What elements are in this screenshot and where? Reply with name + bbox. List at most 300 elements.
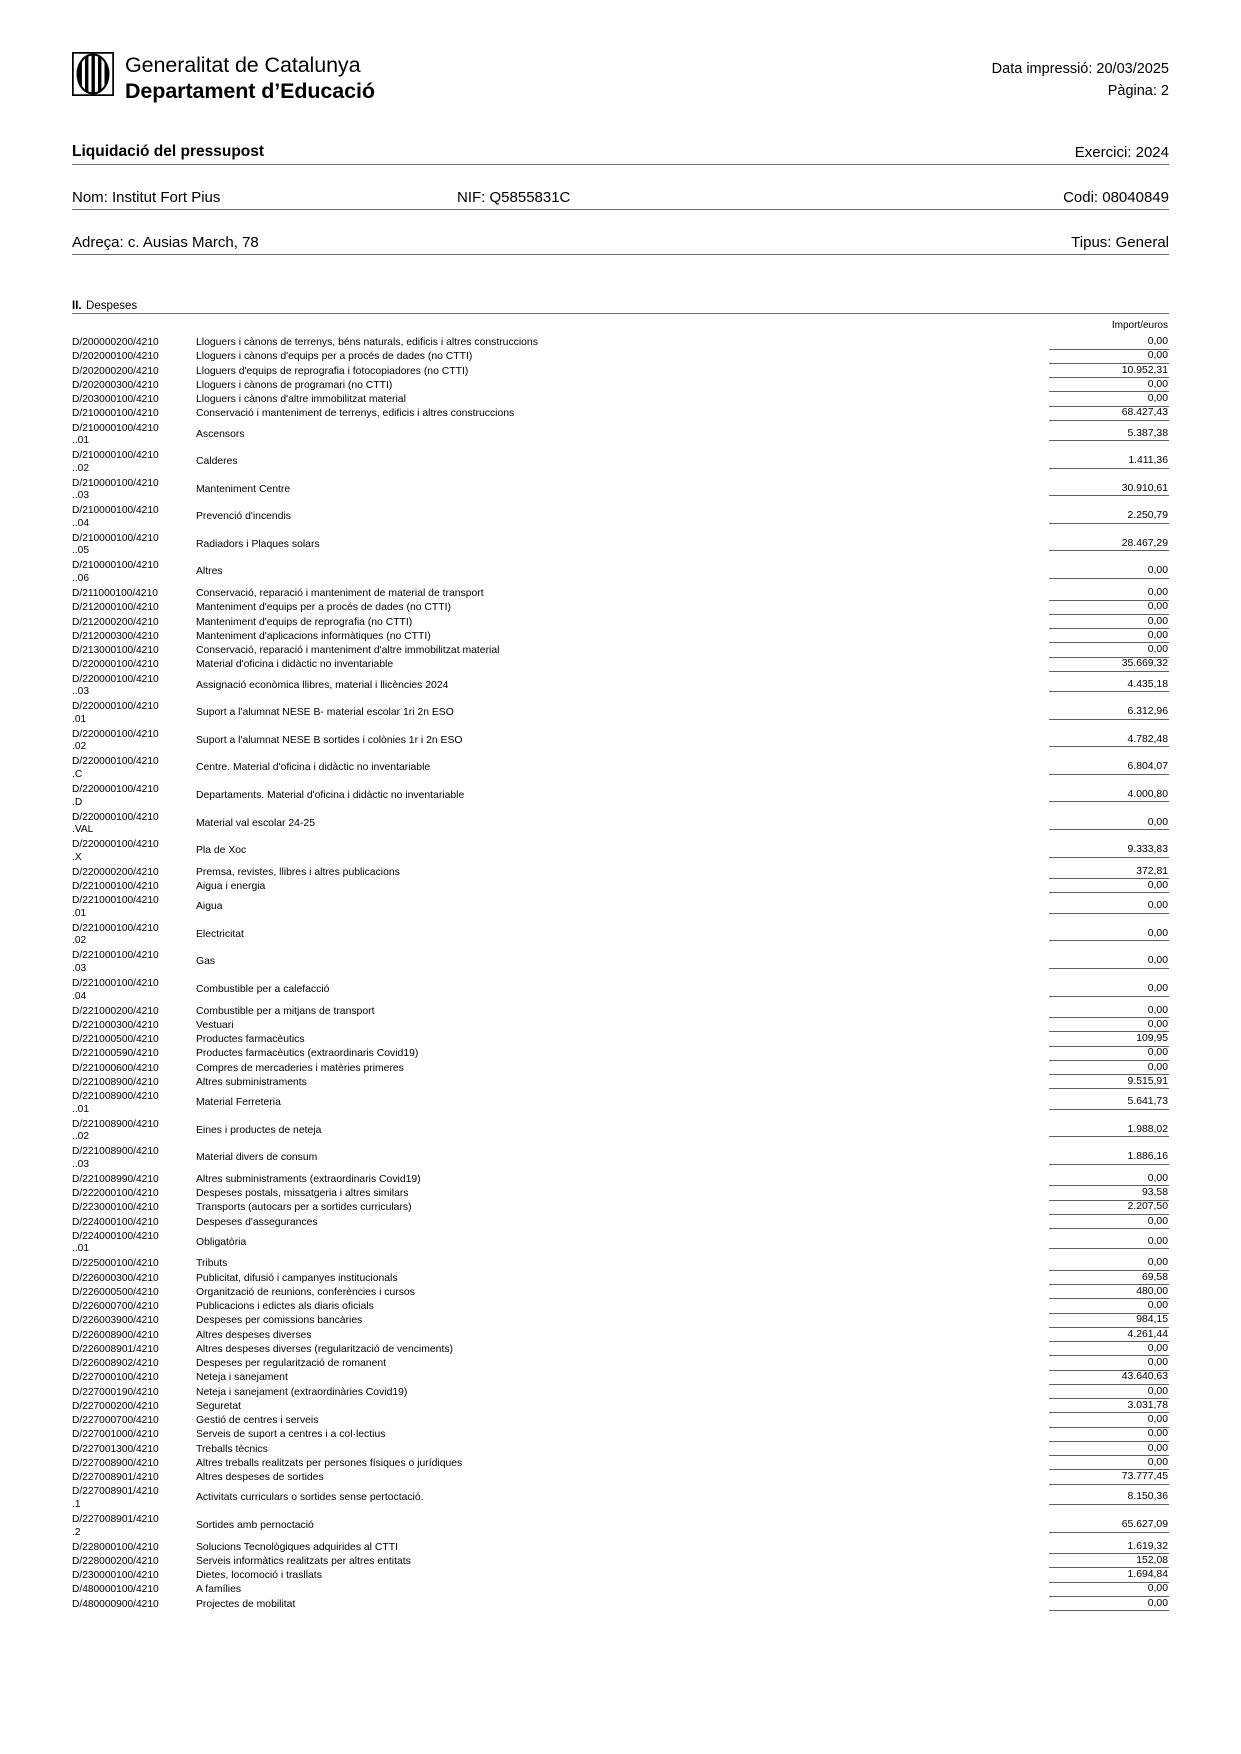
row-amount-cell bbox=[1049, 1173, 1169, 1187]
table-row bbox=[72, 477, 1169, 505]
table-row bbox=[72, 658, 1169, 672]
row-amount-rule bbox=[1049, 691, 1169, 692]
row-amount: 8.150,36 bbox=[1127, 1491, 1168, 1503]
row-code: D/221008900/4210 bbox=[72, 1076, 159, 1088]
row-amount: 9.515,91 bbox=[1127, 1075, 1168, 1087]
row-amount: 65.627,09 bbox=[1121, 1519, 1168, 1531]
table-row bbox=[72, 866, 1169, 880]
table-row bbox=[72, 587, 1169, 601]
row-amount-cell bbox=[1049, 1019, 1169, 1033]
row-subcode: .01 bbox=[72, 907, 87, 919]
row-description: Altres subministraments bbox=[196, 1076, 307, 1088]
table-row bbox=[72, 504, 1169, 532]
row-amount-cell bbox=[1049, 844, 1169, 858]
row-subcode: .1 bbox=[72, 1499, 81, 1511]
row-amount: 152,08 bbox=[1136, 1554, 1168, 1566]
row-subcode: ..02 bbox=[72, 1131, 89, 1143]
row-description: Gestió de centres i serveis bbox=[196, 1415, 319, 1427]
table-row bbox=[72, 1555, 1169, 1569]
row-description: Lloguers i cànons de terrenys, béns naturals, edificis i altres construccions bbox=[196, 337, 538, 348]
row-code: D/220000100/4210 bbox=[72, 659, 159, 671]
row-amount: 35.669,32 bbox=[1121, 658, 1168, 670]
row-amount-cell bbox=[1049, 428, 1169, 442]
row-description: Publicacions i edictes als diaris oficials bbox=[196, 1301, 374, 1313]
row-description: Premsa, revistes, llibres i altres publicacions bbox=[196, 866, 400, 878]
row-code: D/223000100/4210 bbox=[72, 1202, 159, 1214]
row-code: D/210000100/4210 bbox=[72, 450, 159, 462]
row-amount: 109,95 bbox=[1136, 1033, 1168, 1045]
row-amount: 0,00 bbox=[1147, 900, 1168, 912]
table-row bbox=[72, 532, 1169, 560]
row-description: Material val escolar 24-25 bbox=[196, 817, 315, 829]
row-amount-cell bbox=[1049, 1096, 1169, 1110]
table-row bbox=[72, 1230, 1169, 1258]
table-row bbox=[72, 1019, 1169, 1033]
row-amount-cell bbox=[1049, 630, 1169, 644]
table-row bbox=[72, 1457, 1169, 1471]
table-row bbox=[72, 1471, 1169, 1485]
row-amount-cell bbox=[1049, 1047, 1169, 1061]
row-amount-cell bbox=[1049, 1216, 1169, 1230]
row-amount: 1.886,16 bbox=[1127, 1151, 1168, 1163]
row-amount-cell bbox=[1049, 601, 1169, 615]
row-description: Combustible per a mitjans de transport bbox=[196, 1005, 375, 1017]
row-amount-cell bbox=[1049, 1286, 1169, 1300]
row-amount: 5.641,73 bbox=[1127, 1096, 1168, 1108]
table-row bbox=[72, 1386, 1169, 1400]
table-row bbox=[72, 755, 1169, 783]
row-amount-rule bbox=[1049, 1610, 1169, 1611]
table-row bbox=[72, 422, 1169, 450]
row-description: Manteniment Centre bbox=[196, 483, 291, 495]
row-amount-rule bbox=[1049, 996, 1169, 997]
entity-row bbox=[72, 183, 1169, 210]
row-amount-rule bbox=[1049, 774, 1169, 775]
row-amount-cell bbox=[1049, 1555, 1169, 1569]
row-description: Despeses per regularització de romanent bbox=[196, 1358, 387, 1370]
entity-nif: NIF: Q5855831C bbox=[457, 189, 571, 206]
row-amount-rule bbox=[1049, 857, 1169, 858]
title-rule bbox=[72, 164, 1169, 165]
row-description: Conservació i manteniment de terrenys, edificis i altres construccions bbox=[196, 408, 515, 420]
row-amount-cell bbox=[1049, 538, 1169, 552]
row-amount-cell bbox=[1049, 616, 1169, 630]
row-code: D/221000100/4210 bbox=[72, 880, 159, 892]
row-subcode: ..06 bbox=[72, 573, 89, 585]
row-code: D/202000100/4210 bbox=[72, 351, 159, 363]
row-amount: 0,00 bbox=[1147, 1257, 1168, 1269]
row-amount: 3.031,78 bbox=[1127, 1399, 1168, 1411]
row-description: Despeses per comissions bancàries bbox=[196, 1315, 363, 1327]
row-amount: 0,00 bbox=[1147, 601, 1168, 613]
row-amount: 5.387,38 bbox=[1127, 427, 1168, 439]
row-description: Conservació, reparació i manteniment de material de transport bbox=[196, 588, 484, 600]
row-amount: 0,00 bbox=[1147, 1018, 1168, 1030]
table-row bbox=[72, 811, 1169, 839]
row-description: Vestuari bbox=[196, 1019, 234, 1031]
row-code: D/221000100/4210 bbox=[72, 895, 159, 907]
row-amount-cell bbox=[1049, 1443, 1169, 1457]
table-row bbox=[72, 1062, 1169, 1076]
row-amount-cell bbox=[1049, 1124, 1169, 1138]
entity-address: Adreça: c. Ausias March, 78 bbox=[72, 234, 259, 251]
row-amount-rule bbox=[1049, 746, 1169, 747]
row-amount-cell bbox=[1049, 1187, 1169, 1201]
table-row bbox=[72, 407, 1169, 421]
row-description: Seguretat bbox=[196, 1400, 242, 1412]
table-row bbox=[72, 1428, 1169, 1442]
row-amount: 4.261,44 bbox=[1127, 1328, 1168, 1340]
row-amount-cell bbox=[1049, 706, 1169, 720]
row-code: D/226008902/4210 bbox=[72, 1358, 159, 1370]
table-row bbox=[72, 1513, 1169, 1541]
print-date: Data impressió: 20/03/2025 bbox=[991, 61, 1169, 77]
section-name: Despeses bbox=[86, 300, 138, 312]
row-code: D/220000200/4210 bbox=[72, 866, 159, 878]
row-amount-cell bbox=[1049, 955, 1169, 969]
row-code: D/203000100/4210 bbox=[72, 394, 159, 405]
row-amount-rule bbox=[1049, 719, 1169, 720]
row-amount-rule bbox=[1049, 913, 1169, 914]
row-description: Sortides amb pernoctació bbox=[196, 1520, 314, 1532]
row-description: Material Ferreteria bbox=[196, 1097, 281, 1109]
row-amount-rule bbox=[1049, 1109, 1169, 1110]
table-row bbox=[72, 673, 1169, 701]
row-code: D/221000200/4210 bbox=[72, 1005, 159, 1017]
entity-type: Tipus: General bbox=[1071, 234, 1169, 251]
entity-name: Nom: Institut Fort Pius bbox=[72, 189, 221, 206]
table-row bbox=[72, 728, 1169, 756]
table-row bbox=[72, 1187, 1169, 1201]
table-row bbox=[72, 601, 1169, 615]
row-amount-rule bbox=[1049, 1532, 1169, 1533]
document-header bbox=[72, 52, 1169, 112]
row-subcode: ..03 bbox=[72, 1158, 89, 1170]
row-code: D/227000100/4210 bbox=[72, 1372, 159, 1384]
row-description: Material divers de consum bbox=[196, 1152, 318, 1164]
row-amount: 0,00 bbox=[1147, 565, 1168, 577]
section-number: II. bbox=[72, 300, 82, 312]
table-row bbox=[72, 1371, 1169, 1385]
title-row bbox=[72, 138, 1169, 165]
row-amount-cell bbox=[1049, 880, 1169, 894]
table-row bbox=[72, 630, 1169, 644]
row-subcode: ..03 bbox=[72, 686, 89, 698]
row-description: Eines i productes de neteja bbox=[196, 1124, 322, 1136]
row-code: D/221000100/4210 bbox=[72, 950, 159, 962]
row-code: D/226003900/4210 bbox=[72, 1315, 159, 1327]
row-amount-cell bbox=[1049, 1201, 1169, 1215]
row-description: Despeses d'assegurances bbox=[196, 1216, 318, 1228]
row-amount: 0,00 bbox=[1147, 1357, 1168, 1369]
row-description: Dietes, locomoció i trasllats bbox=[196, 1570, 322, 1582]
table-row bbox=[72, 1343, 1169, 1357]
row-amount: 0,00 bbox=[1147, 629, 1168, 641]
row-amount: 6.804,07 bbox=[1127, 761, 1168, 773]
row-amount: 0,00 bbox=[1147, 1428, 1168, 1440]
row-amount-rule bbox=[1049, 468, 1169, 469]
row-description: Aigua bbox=[196, 901, 223, 913]
row-amount-rule bbox=[1049, 578, 1169, 579]
table-row bbox=[72, 1485, 1169, 1513]
row-description: Suport a l'alumnat NESE B sortides i colònies 1r i 2n ESO bbox=[196, 734, 463, 746]
table-row bbox=[72, 1201, 1169, 1215]
row-amount: 93,58 bbox=[1141, 1187, 1168, 1199]
header-meta bbox=[992, 58, 1169, 102]
row-amount-cell bbox=[1049, 1541, 1169, 1555]
row-code: D/210000100/4210 bbox=[72, 532, 159, 544]
row-amount-cell bbox=[1049, 1236, 1169, 1250]
table-row bbox=[72, 880, 1169, 894]
row-description: Manteniment d'equips de reprografia (no CTTI) bbox=[196, 616, 413, 628]
table-row bbox=[72, 783, 1169, 811]
row-code: D/226000700/4210 bbox=[72, 1301, 159, 1313]
row-amount-cell bbox=[1049, 336, 1169, 350]
row-amount: 1.988,02 bbox=[1127, 1123, 1168, 1135]
row-amount-cell bbox=[1049, 1300, 1169, 1314]
row-amount-cell bbox=[1049, 1569, 1169, 1583]
row-amount-cell bbox=[1049, 393, 1169, 407]
row-description: Pla de Xoc bbox=[196, 845, 247, 857]
row-description: Serveis informàtics realitzats per altres entitats bbox=[196, 1555, 411, 1567]
row-amount-cell bbox=[1049, 734, 1169, 748]
row-amount-cell bbox=[1049, 983, 1169, 997]
row-code: D/227008901/4210 bbox=[72, 1514, 159, 1526]
table-row bbox=[72, 1272, 1169, 1286]
row-amount-cell bbox=[1049, 407, 1169, 421]
address-row bbox=[72, 228, 1169, 255]
row-code: D/220000100/4210 bbox=[72, 811, 159, 823]
row-amount: 10.952,31 bbox=[1121, 364, 1168, 376]
row-code: D/480000900/4210 bbox=[72, 1598, 159, 1610]
row-code: D/202000300/4210 bbox=[72, 379, 159, 391]
row-amount-cell bbox=[1049, 1457, 1169, 1471]
table-row bbox=[72, 616, 1169, 630]
table-row bbox=[72, 700, 1169, 728]
row-code: D/224000100/4210 bbox=[72, 1230, 159, 1242]
row-description: Prevenció d'incendis bbox=[196, 511, 291, 523]
row-code: D/200000200/4210 bbox=[72, 337, 159, 348]
row-description: Neteja i sanejament (extraordinàries Covid19) bbox=[196, 1386, 408, 1398]
row-code: D/221008900/4210 bbox=[72, 1146, 159, 1158]
row-description: Material d'oficina i didàctic no inventariable bbox=[196, 659, 394, 671]
row-amount-cell bbox=[1049, 510, 1169, 524]
row-subcode: ..01 bbox=[72, 1103, 89, 1115]
row-description: Productes farmacèutics bbox=[196, 1034, 305, 1046]
row-amount: 372,81 bbox=[1136, 865, 1168, 877]
row-amount: 0,00 bbox=[1147, 1235, 1168, 1247]
brand-text bbox=[125, 52, 375, 105]
row-subcode: .C bbox=[72, 768, 83, 780]
row-amount: 0,00 bbox=[1147, 1300, 1168, 1312]
row-description: Serveis de suport a centres i a col·lectius bbox=[196, 1429, 386, 1441]
row-code: D/228000200/4210 bbox=[72, 1555, 159, 1567]
table-row bbox=[72, 1583, 1169, 1597]
row-amount-rule bbox=[1049, 440, 1169, 441]
table-row bbox=[72, 379, 1169, 393]
section-header bbox=[72, 296, 1169, 333]
row-amount: 0,00 bbox=[1147, 1215, 1168, 1227]
row-amount: 0,00 bbox=[1147, 350, 1168, 362]
row-amount: 2.207,50 bbox=[1127, 1201, 1168, 1213]
department-name: Departament d’Educació bbox=[125, 79, 375, 104]
row-code: D/220000100/4210 bbox=[72, 701, 159, 713]
row-amount-cell bbox=[1049, 1257, 1169, 1271]
table-row bbox=[72, 838, 1169, 866]
row-amount-cell bbox=[1049, 365, 1169, 379]
row-amount-cell bbox=[1049, 928, 1169, 942]
row-code: D/221008990/4210 bbox=[72, 1173, 159, 1185]
row-amount-cell bbox=[1049, 455, 1169, 469]
row-amount-cell bbox=[1049, 866, 1169, 880]
row-amount-cell bbox=[1049, 658, 1169, 672]
table-row bbox=[72, 1314, 1169, 1328]
table-row bbox=[72, 350, 1169, 364]
row-amount: 0,00 bbox=[1147, 1047, 1168, 1059]
row-code: D/221000600/4210 bbox=[72, 1062, 159, 1074]
table-row bbox=[72, 1118, 1169, 1146]
row-amount-cell bbox=[1049, 1386, 1169, 1400]
row-amount: 0,00 bbox=[1147, 1004, 1168, 1016]
row-amount-cell bbox=[1049, 1329, 1169, 1343]
row-description: Radiadors i Plaques solars bbox=[196, 538, 320, 550]
row-amount: 0,00 bbox=[1147, 378, 1168, 390]
row-amount-rule bbox=[1049, 968, 1169, 969]
row-amount: 0,00 bbox=[1147, 615, 1168, 627]
row-code: D/227008900/4210 bbox=[72, 1457, 159, 1469]
table-row bbox=[72, 1145, 1169, 1173]
row-description: Gas bbox=[196, 956, 216, 968]
row-description: Departaments. Material d'oficina i didàctic no inventariable bbox=[196, 789, 465, 801]
row-amount-cell bbox=[1049, 1343, 1169, 1357]
row-code: D/480000100/4210 bbox=[72, 1584, 159, 1596]
exercise-label: Exercici: 2024 bbox=[1074, 144, 1169, 161]
table-row bbox=[72, 1173, 1169, 1187]
row-code: D/221008900/4210 bbox=[72, 1118, 159, 1130]
row-code: D/227000700/4210 bbox=[72, 1415, 159, 1427]
row-code: D/230000100/4210 bbox=[72, 1570, 159, 1582]
row-description: Conservació, reparació i manteniment d'altre immobilitzat material bbox=[196, 645, 500, 657]
row-subcode: ..01 bbox=[72, 1243, 89, 1255]
row-description: Lloguers i cànons d'altre immobilitzat material bbox=[196, 394, 406, 405]
row-amount-rule bbox=[1049, 829, 1169, 830]
row-code: D/211000100/4210 bbox=[72, 588, 158, 600]
table-row bbox=[72, 922, 1169, 950]
table-row bbox=[72, 1329, 1169, 1343]
row-amount: 0,00 bbox=[1147, 816, 1168, 828]
row-amount-cell bbox=[1049, 1428, 1169, 1442]
row-amount: 984,15 bbox=[1136, 1314, 1168, 1326]
table-row bbox=[72, 1257, 1169, 1271]
row-subcode: .VAL bbox=[72, 824, 94, 836]
row-description: Lloguers i cànons d'equips per a procés de dades (no CTTI) bbox=[196, 351, 473, 363]
row-amount-cell bbox=[1049, 1062, 1169, 1076]
row-description: Calderes bbox=[196, 456, 238, 468]
row-subcode: ..05 bbox=[72, 545, 89, 557]
row-code: D/227008901/4210 bbox=[72, 1486, 159, 1498]
row-code: D/228000100/4210 bbox=[72, 1541, 159, 1553]
table-row bbox=[72, 336, 1169, 350]
row-description: Tributs bbox=[196, 1258, 228, 1270]
row-amount: 4.782,48 bbox=[1127, 733, 1168, 745]
row-description: Altres despeses de sortides bbox=[196, 1472, 324, 1484]
row-subcode: .02 bbox=[72, 935, 87, 947]
row-amount: 69,58 bbox=[1141, 1271, 1168, 1283]
row-amount-rule bbox=[1049, 1164, 1169, 1165]
row-subcode: .03 bbox=[72, 963, 87, 974]
entity-rule bbox=[72, 209, 1169, 210]
row-amount-rule bbox=[1049, 1504, 1169, 1505]
row-description: Altres bbox=[196, 566, 223, 578]
table-row bbox=[72, 559, 1169, 587]
table-row bbox=[72, 977, 1169, 1005]
row-description: Suport a l'alumnat NESE B- material escolar 1ri 2n ESO bbox=[196, 707, 454, 719]
row-description: Lloguers d'equips de reprografia i fotocopiadores (no CTTI) bbox=[196, 365, 469, 377]
row-code: D/224000100/4210 bbox=[72, 1216, 159, 1228]
row-description: Centre. Material d'oficina i didàctic no inventariable bbox=[196, 762, 431, 774]
row-amount-cell bbox=[1049, 1583, 1169, 1597]
row-subcode: ..03 bbox=[72, 490, 89, 502]
row-code: D/227001000/4210 bbox=[72, 1429, 159, 1441]
generalitat-logo-icon bbox=[72, 52, 114, 96]
row-code: D/220000100/4210 bbox=[72, 728, 159, 740]
row-code: D/225000100/4210 bbox=[72, 1258, 159, 1270]
row-code: D/227000190/4210 bbox=[72, 1386, 159, 1398]
row-amount: 0,00 bbox=[1147, 1061, 1168, 1073]
row-amount-cell bbox=[1049, 1471, 1169, 1485]
row-amount-cell bbox=[1049, 1033, 1169, 1047]
row-amount-cell bbox=[1049, 1314, 1169, 1328]
row-amount-rule bbox=[1049, 495, 1169, 496]
row-subcode: ..01 bbox=[72, 435, 89, 447]
row-amount: 28.467,29 bbox=[1121, 537, 1168, 549]
row-code: D/212000300/4210 bbox=[72, 630, 159, 642]
row-code: D/210000100/4210 bbox=[72, 408, 159, 420]
row-amount: 73.777,45 bbox=[1121, 1471, 1168, 1483]
row-code: D/221000500/4210 bbox=[72, 1034, 159, 1046]
table-row bbox=[72, 1090, 1169, 1118]
row-description: Organització de reunions, conferències i cursos bbox=[196, 1286, 415, 1298]
row-amount: 0,00 bbox=[1147, 1583, 1168, 1595]
row-amount: 0,00 bbox=[1147, 1442, 1168, 1454]
row-description: Altres despeses diverses bbox=[196, 1329, 312, 1341]
row-subcode: .04 bbox=[72, 990, 87, 1002]
table-row bbox=[72, 1047, 1169, 1061]
entity-code: Codi: 08040849 bbox=[1063, 189, 1169, 206]
row-description: Electricitat bbox=[196, 928, 244, 940]
row-code: D/220000100/4210 bbox=[72, 839, 159, 851]
table-row bbox=[72, 365, 1169, 379]
row-amount-rule bbox=[1049, 940, 1169, 941]
row-amount-cell bbox=[1049, 587, 1169, 601]
row-description: Neteja i sanejament bbox=[196, 1372, 288, 1384]
row-code: D/226008900/4210 bbox=[72, 1329, 159, 1341]
row-amount-cell bbox=[1049, 900, 1169, 914]
row-amount-cell bbox=[1049, 1005, 1169, 1019]
row-amount: 0,00 bbox=[1147, 393, 1168, 404]
row-description: Lloguers i cànons de programari (no CTTI) bbox=[196, 379, 393, 391]
table-row bbox=[72, 1286, 1169, 1300]
row-amount-cell bbox=[1049, 565, 1169, 579]
row-amount-cell bbox=[1049, 817, 1169, 831]
table-row bbox=[72, 1569, 1169, 1583]
table-row bbox=[72, 449, 1169, 477]
row-subcode: .01 bbox=[72, 713, 87, 725]
page-number: Pàgina: 2 bbox=[1107, 83, 1169, 100]
brand-block bbox=[72, 52, 375, 105]
row-amount-cell bbox=[1049, 1491, 1169, 1505]
row-code: D/210000100/4210 bbox=[72, 560, 159, 572]
